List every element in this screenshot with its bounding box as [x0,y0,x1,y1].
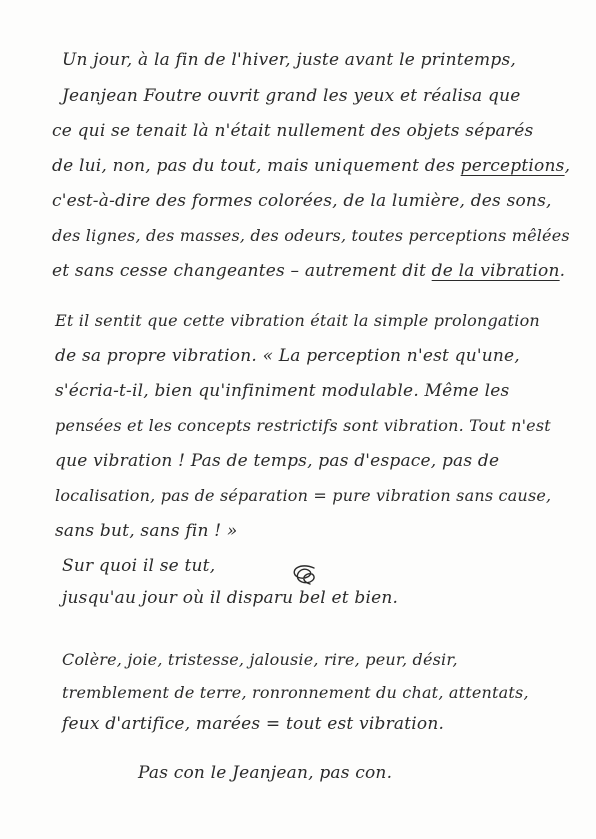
text-line [52,158,570,175]
text-line: Et il sentit que cette vibration était la simple prolongation [55,311,540,330]
text-line: Sur quoi il se tut, [62,556,216,576]
text-line: Jeanjean Foutre ouvrit grand les yeux et réalisa que [62,86,521,106]
text-line: s'écria-t-il, bien qu'infiniment modulable. Même les [55,381,510,401]
text-line: tremblement de terre, ronronnement du chat, attentats, [62,683,529,702]
text-line: des lignes, des masses, des odeurs, toutes perceptions mêlées [52,226,570,245]
closing-line: Pas con le Jeanjean, pas con. [138,763,393,783]
text-line: ce qui se tenait là n'était nullement des objets séparés [52,121,534,141]
text-segment: et sans cesse changeantes – autrement dit [52,261,427,281]
text-line: localisation, pas de séparation = pure vibration sans cause, [55,486,552,505]
text-line: que vibration ! Pas de temps, pas d'espace, pas de [55,451,500,471]
text-line: jusqu'au jour où il disparu bel et bien. [62,588,399,608]
squiggle-doodle-icon [286,560,326,590]
underlined-phrase-vibration: de la vibration [431,261,560,281]
text-line: Colère, joie, tristesse, jalousie, rire, peur, désir, [62,650,458,669]
text-line: sans but, sans fin ! » [55,521,238,541]
text-segment: , [564,156,571,176]
text-segment: de lui, non, pas du tout, mais uniquement des [52,156,456,176]
text-line: de sa propre vibration. « La perception n'est qu'une, [55,346,520,366]
text-line: c'est-à-dire des formes colorées, de la lumière, des sons, [52,191,552,211]
underlined-word-perceptions: perceptions [460,156,565,176]
text-line [52,263,565,280]
text-line: pensées et les concepts restrictifs sont vibration. Tout n'est [55,416,551,435]
text-line: feux d'artifice, marées = tout est vibration. [62,714,445,734]
text-line: Un jour, à la fin de l'hiver, juste avant le printemps, [62,50,516,70]
text-segment: . [559,261,566,281]
